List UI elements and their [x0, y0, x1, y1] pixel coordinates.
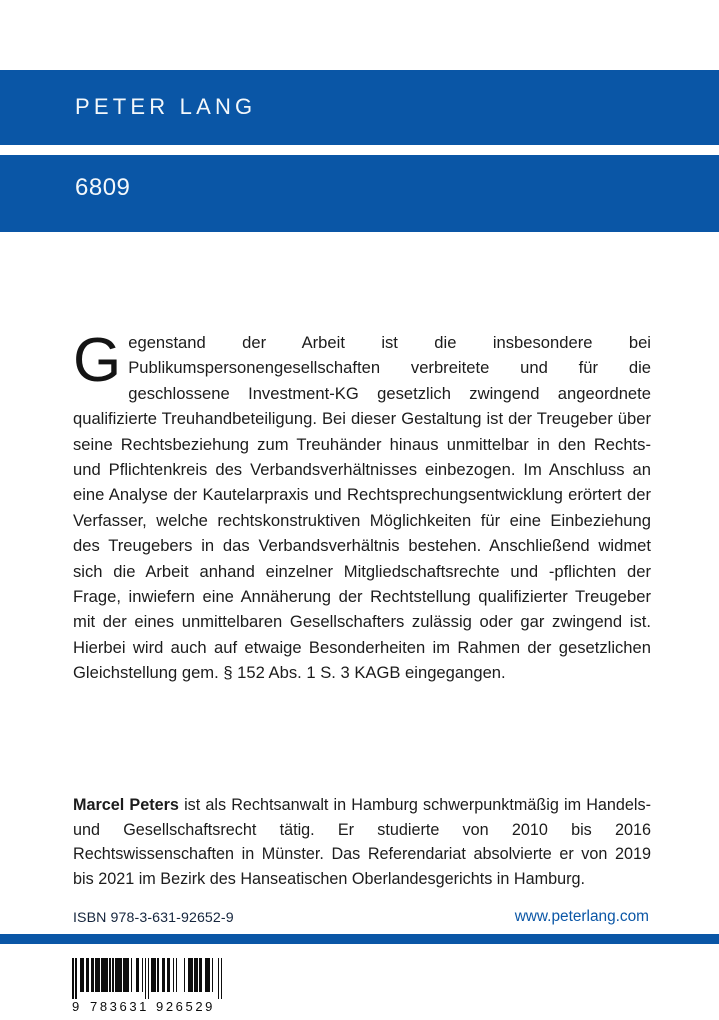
ean-barcode — [72, 958, 224, 1015]
isbn-number: ISBN 978-3-631-92652-9 — [73, 910, 234, 926]
series-number: 6809 — [75, 174, 131, 201]
publisher-website-link[interactable]: www.peterlang.com — [514, 908, 649, 925]
barcode-digit-first: 9 — [72, 999, 82, 1014]
author-name: Marcel Peters — [73, 796, 179, 814]
book-description — [73, 326, 651, 686]
barcode-digits — [72, 999, 224, 1015]
publisher-wordmark: PETER LANG — [75, 94, 257, 119]
book-description-text: egenstand der Arbeit ist die insbesondere bei Publikumspersonengesellschaften verbreitete und für die geschlossene Investment-KG gesetzlich zwingend angeordnete qualifizierte Treuhandbeteiligung. Bei dieser Gestaltung ist der Treugeber über seine Rechtsbeziehung zum Treuhänder hinaus unmittelbar in den Rechts- und Pflichtenkreis des Verbandsverhältnisses einbezogen. Im Anschluss an eine Analyse der Kautelarpraxis und Rechtsprechungsentwicklung erörtert der Verfasser, welche rechtskonstruktiven Möglichkeiten für eine Einbeziehung des Treugebers in das Verbandsverhältnis bestehen. Anschließend widmet sich die Arbeit anhand einzelner Mitgliedschaftsrechte und -pflichten der Frage, inwiefern eine Annäherung der Rechtstellung qualifizierter Treugeber mit der eines unmittelbaren Gesellschafters zulässig oder gar zwingend ist. Hierbei wird auch auf etwaige Besonderheiten im Rahmen der gesetzlichen Gleichstellung gem. § 152 Abs. 1 S. 3 KAGB eingegangen. — [73, 333, 651, 683]
author-biography-text: ist als Rechtsanwalt in Hamburg schwerpunktmäßig im Handels- und Gesellschaftsrecht tätig. Er studierte von 2010 bis 2016 Rechtswissenschaften in Münster. Das Referendariat absolvierte er von 2019 bis 2021 im Bezirk des Hanseatischen Oberlandesgerichts in Hamburg. — [73, 796, 651, 888]
drop-cap-letter: G — [73, 326, 122, 395]
barcode-bars — [72, 958, 222, 992]
barcode-digits-right: 926529 — [156, 999, 215, 1014]
barcode-digits-left: 783631 — [90, 999, 149, 1014]
author-biography — [73, 793, 651, 891]
footer-divider-bar — [0, 934, 719, 944]
